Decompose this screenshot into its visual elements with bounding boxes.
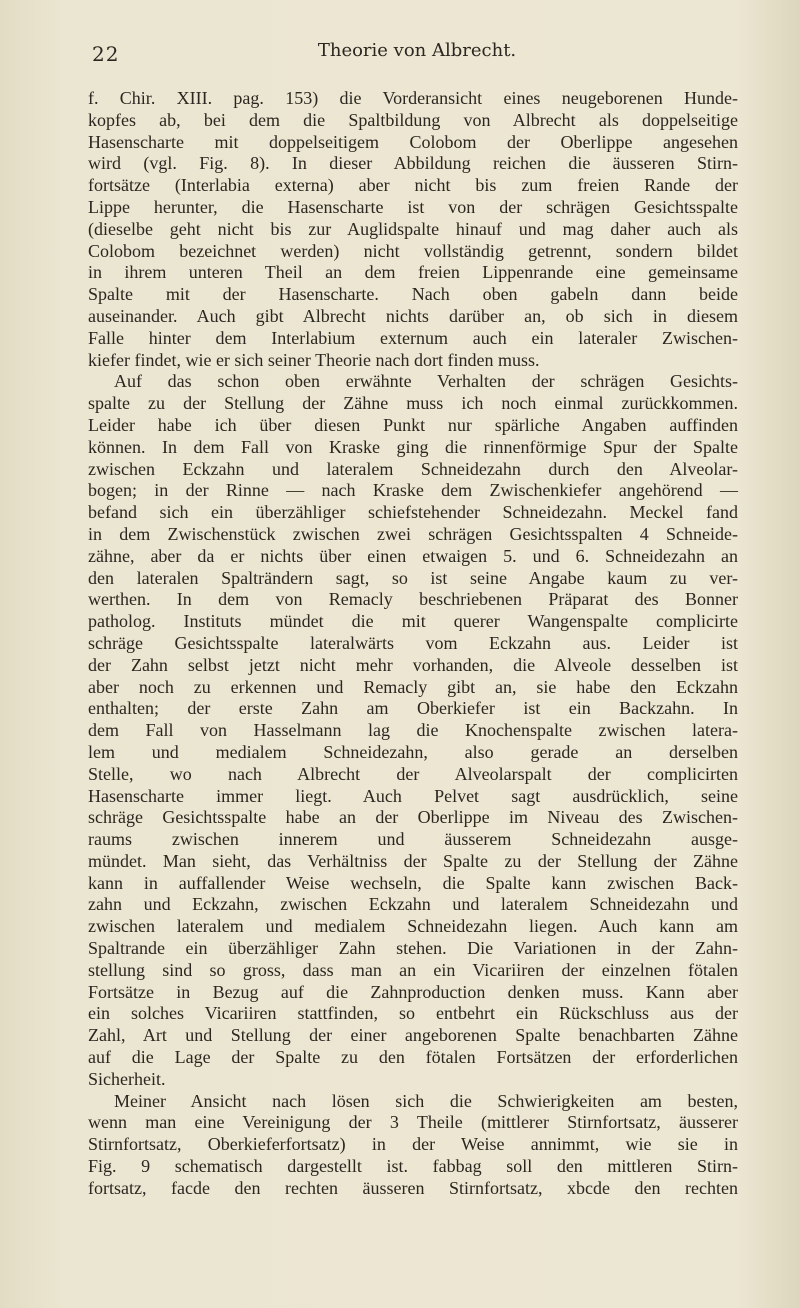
page-number: 22 xyxy=(92,42,120,66)
text-line: fortsätze (Interlabia externa) aber nicht bis zum freien Rande der xyxy=(88,175,738,196)
text-line: bogen; in der Rinne — nach Kraske dem Zwischenkiefer angehörend — xyxy=(88,480,738,501)
text-line: Spalte mit der Hasenscharte. Nach oben gabeln dann beide xyxy=(88,284,738,305)
text-line: Colobom bezeichnet werden) nicht vollständig getrennt, sondern bildet xyxy=(88,240,738,261)
text-line: Meiner Ansicht nach lösen sich die Schwierigkeiten am besten, xyxy=(114,1090,738,1111)
text-line: Stirnfortsatz, Oberkieferfortsatz) in der Weise annimmt, wie sie in xyxy=(88,1134,738,1155)
text-line: zwischen lateralem und medialem Schneidezahn liegen. Auch kann am xyxy=(88,916,738,937)
text-line: zähne, aber da er nichts über einen etwaigen 5. und 6. Schneidezahn an xyxy=(88,545,738,566)
text-line: der Zahn selbst jetzt nicht mehr vorhanden, die Alveole desselben ist xyxy=(88,654,738,675)
text-line: kopfes ab, bei dem die Spaltbildung von Albrecht als doppelseitige xyxy=(88,109,738,130)
text-line: schräge Gesichtsspalte lateralwärts vom Eckzahn aus. Leider ist xyxy=(88,632,738,653)
text-line: Hasenscharte mit doppelseitigem Colobom der Oberlippe angesehen xyxy=(88,131,738,152)
text-line: auf die Lage der Spalte zu den fötalen Fortsätzen der erforderlichen xyxy=(88,1047,738,1068)
page-header xyxy=(92,38,742,68)
text-line: stellung sind so gross, dass man an ein Vicariiren der einzelnen fötalen xyxy=(88,959,738,980)
text-line: schräge Gesichtsspalte habe an der Oberlippe im Niveau des Zwischen- xyxy=(88,807,738,828)
body-text xyxy=(88,88,738,1200)
text-line: werthen. In dem von Remacly beschriebenen Präparat des Bonner xyxy=(88,589,738,610)
text-line: wird (vgl. Fig. 8). In dieser Abbildung reichen die äusseren Stirn- xyxy=(88,153,738,174)
text-line: lem und medialem Schneidezahn, also gerade an derselben xyxy=(88,741,738,762)
text-line: enthalten; der erste Zahn am Oberkiefer ist ein Backzahn. In xyxy=(88,698,738,719)
text-line: dem Fall von Hasselmann lag die Knochenspalte zwischen latera- xyxy=(88,720,738,741)
text-line: Falle hinter dem Interlabium externum auch ein lateraler Zwischen- xyxy=(88,327,738,348)
text-line: Fortsätze in Bezug auf die Zahnproduction denken muss. Kann aber xyxy=(88,981,738,1002)
text-line: spalte zu der Stellung der Zähne muss ich noch einmal zurückkommen. xyxy=(88,393,738,414)
text-line: Leider habe ich über diesen Punkt nur spärliche Angaben auffinden xyxy=(88,414,738,435)
text-line: aber noch zu erkennen und Remacly gibt an, sie habe den Eckzahn xyxy=(88,676,738,697)
text-line: in ihrem unteren Theil an dem freien Lippenrande eine gemeinsame xyxy=(88,262,738,283)
text-line: können. In dem Fall von Kraske ging die rinnenförmige Spur der Spalte xyxy=(88,436,738,457)
text-line: mündet. Man sieht, das Verhältniss der Spalte zu der Stellung der Zähne xyxy=(88,850,738,871)
text-line: fortsatz, facde den rechten äusseren Stirnfortsatz, xbcde den rechten xyxy=(88,1177,738,1198)
text-line: f. Chir. XIII. pag. 153) die Vorderansicht eines neugeborenen Hunde- xyxy=(88,88,738,108)
text-line: Sicherheit. xyxy=(88,1068,166,1089)
text-line: kann in auffallender Weise wechseln, die Spalte kann zwischen Back- xyxy=(88,872,738,893)
text-line: Lippe herunter, die Hasenscharte ist von der schrägen Gesichtsspalte xyxy=(88,196,738,217)
text-line: Auf das schon oben erwähnte Verhalten der schrägen Gesichts- xyxy=(114,371,738,392)
text-line: ein solches Vicariiren stattfinden, so entbehrt ein Rückschluss aus der xyxy=(88,1003,738,1024)
text-line: Zahl, Art und Stellung der einer angeborenen Spalte benachbarten Zähne xyxy=(88,1025,738,1046)
text-line: zahn und Eckzahn, zwischen Eckzahn und lateralem Schneidezahn und xyxy=(88,894,738,915)
text-line: befand sich ein überzähliger schiefstehender Schneidezahn. Meckel fand xyxy=(88,502,738,523)
text-line: (dieselbe geht nicht bis zur Auglidspalte hinauf und mag daher auch als xyxy=(88,218,738,239)
text-line: Spaltrande ein überzähliger Zahn stehen. Die Variationen in der Zahn- xyxy=(88,938,738,959)
text-line: in dem Zwischenstück zwischen zwei schrägen Gesichtsspalten 4 Schneide- xyxy=(88,523,738,544)
text-line: zwischen Eckzahn und lateralem Schneidezahn durch den Alveolar- xyxy=(88,458,738,479)
text-line: wenn man eine Vereinigung der 3 Theile (mittlerer Stirnfortsatz, äusserer xyxy=(88,1112,738,1133)
text-line: kiefer findet, wie er sich seiner Theorie nach dort finden muss. xyxy=(88,349,540,370)
text-line: raums zwischen innerem und äusserem Schneidezahn ausge- xyxy=(88,829,738,850)
running-head: Theorie von Albrecht. xyxy=(317,40,517,61)
text-line: Hasenscharte immer liegt. Auch Pelvet sagt ausdrücklich, seine xyxy=(88,785,738,806)
text-line: den lateralen Spalträndern sagt, so ist seine Angabe kaum zu ver- xyxy=(88,567,738,588)
text-line: Stelle, wo nach Albrecht der Alveolarspalt der complicirten xyxy=(88,763,738,784)
text-line: patholog. Instituts mündet die mit querer Wangenspalte complicirte xyxy=(88,611,738,632)
text-line: Fig. 9 schematisch dargestellt ist. fabbag soll den mittleren Stirn- xyxy=(88,1156,738,1177)
text-line: auseinander. Auch gibt Albrecht nichts darüber an, ob sich in diesem xyxy=(88,305,738,326)
